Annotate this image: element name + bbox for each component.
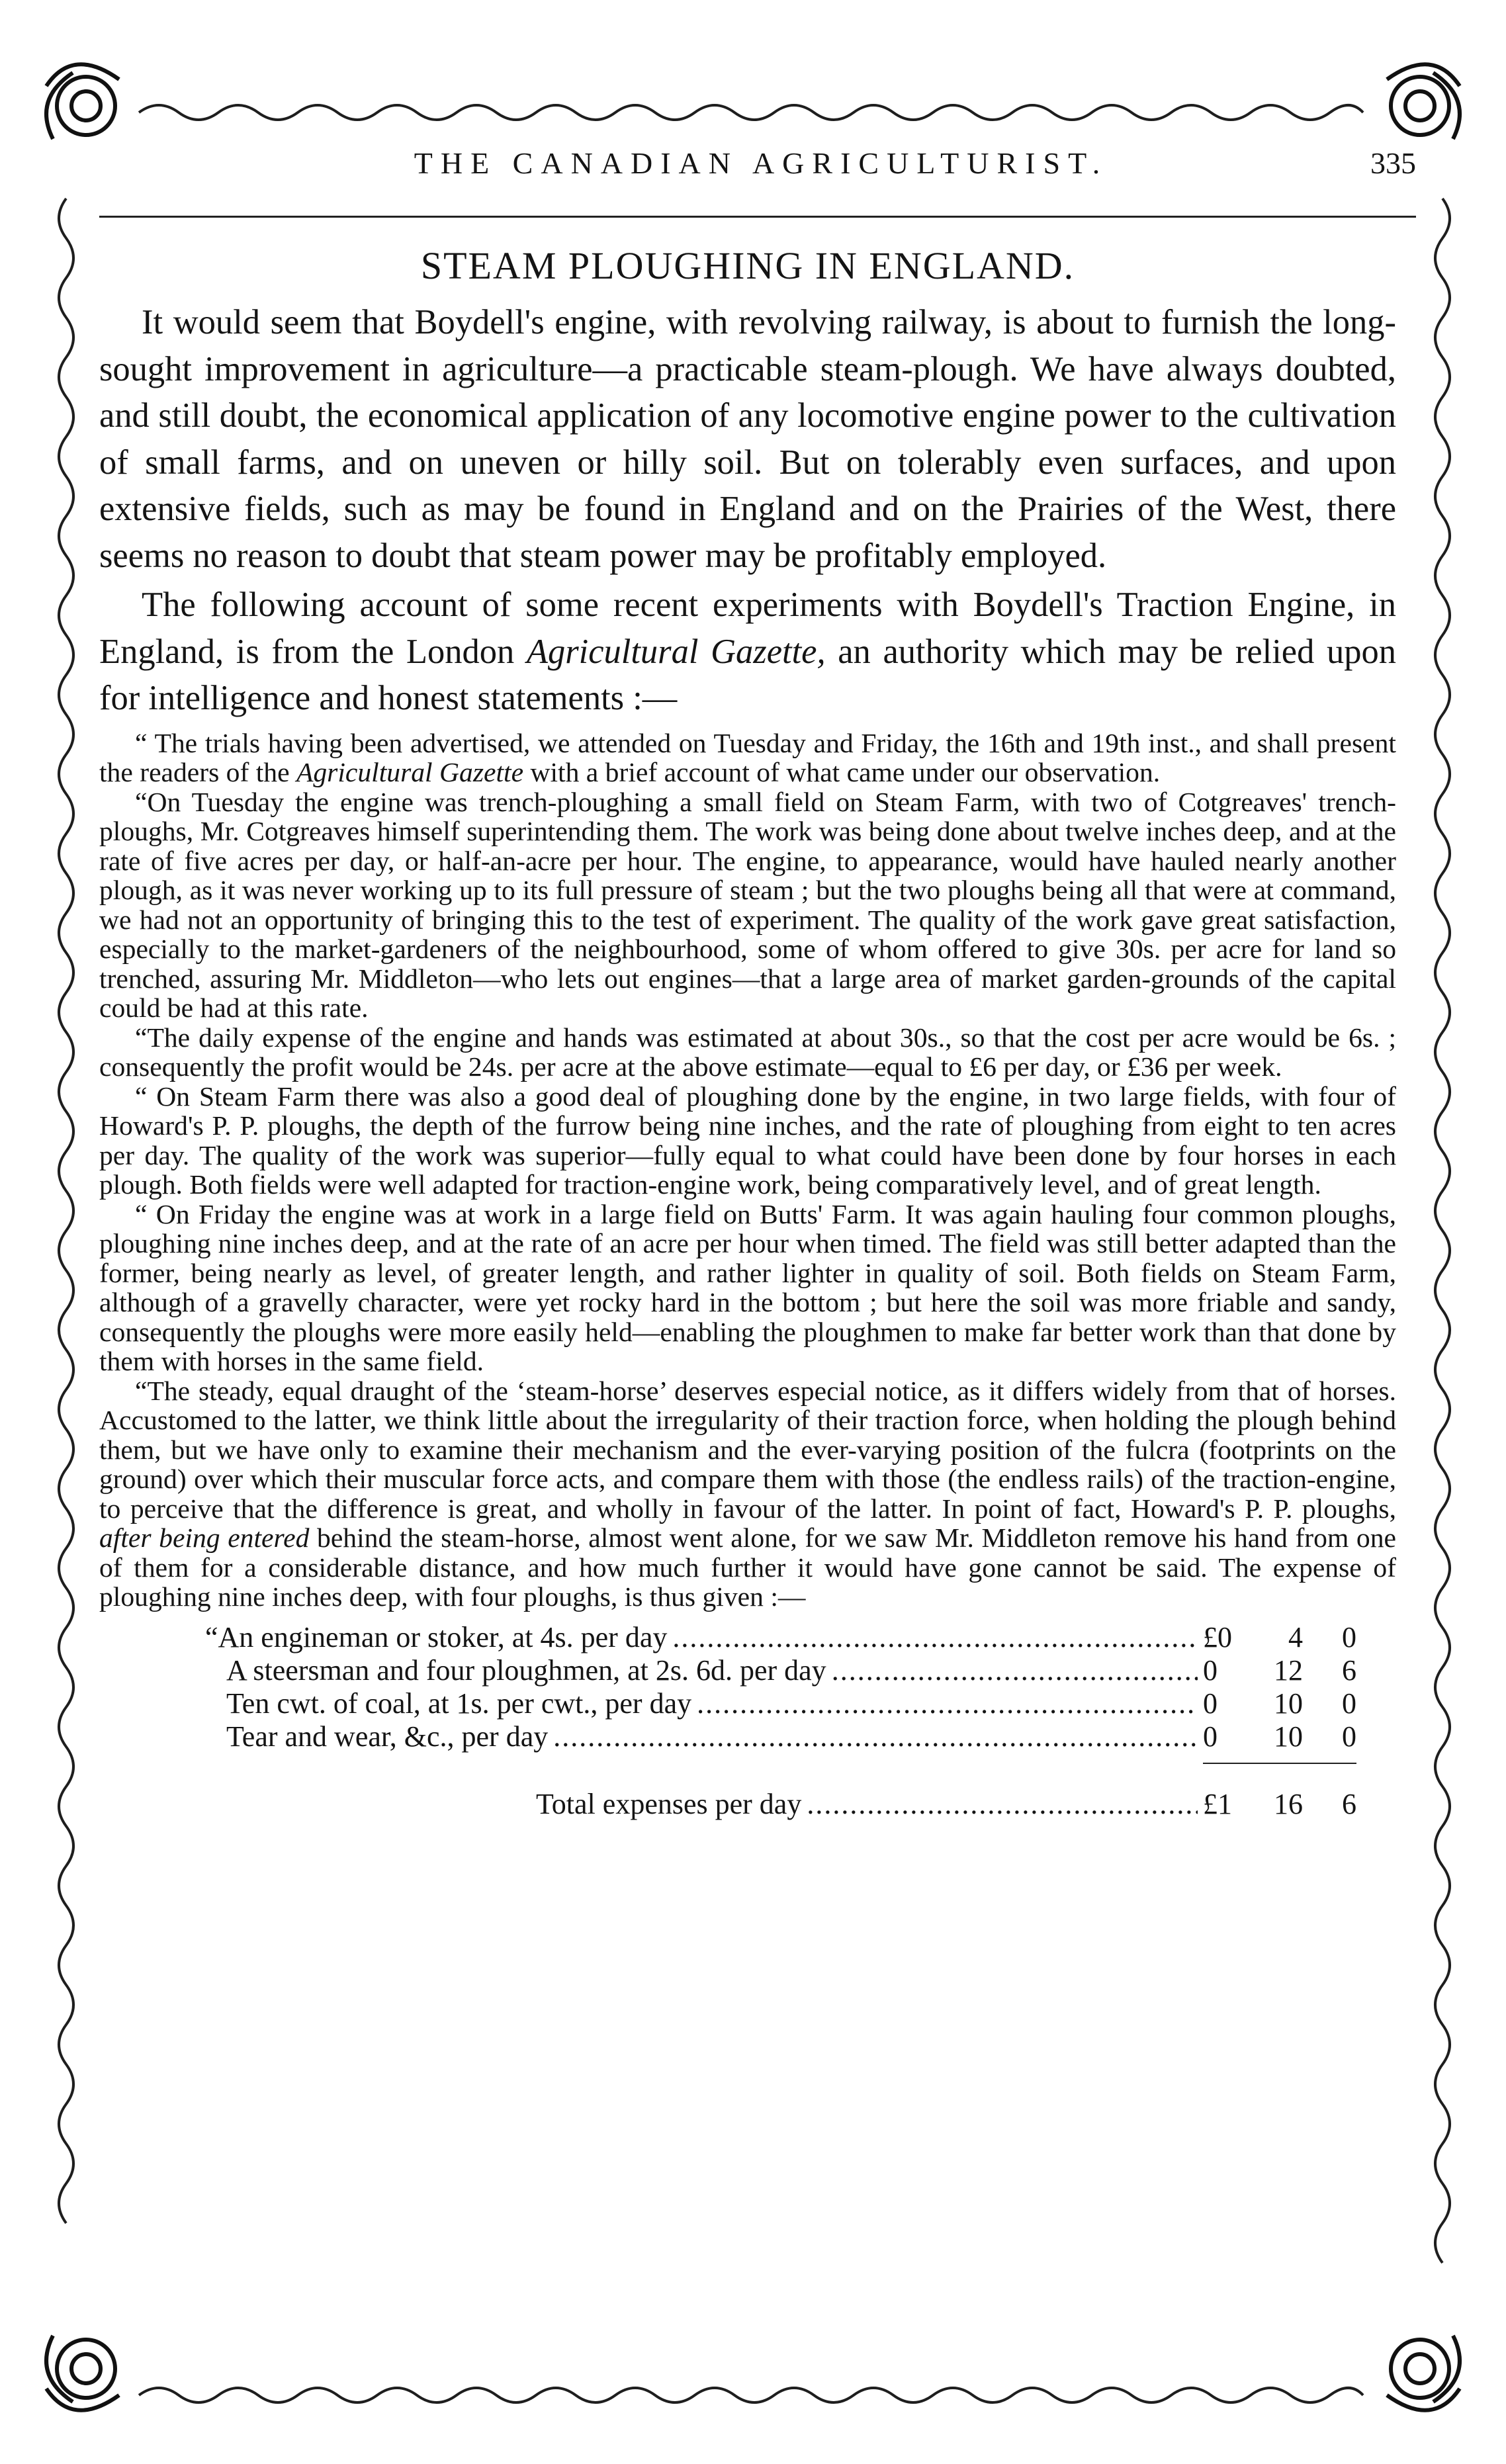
corner-ornament-top-right [1387,64,1460,139]
dot-leader [832,1654,1198,1687]
pence: 0 [1342,1687,1356,1720]
intro-paragraph [99,582,1396,722]
pounds: 0 [1203,1720,1218,1753]
expense-table [205,1621,1356,1821]
intro-paragraph: It would seem that Boydell's engine, with revolving railway, is about to furnish the long-sought improvement in agriculture—a practicable steam-plough. We have always doubted, and still doubt, the economical application of any locomotive engine power to the cultivation of small farms, and on uneven or hilly soil. But on tolerably even surfaces, and upon extensive fields, such as may be found in England and on the Prairies of the West, there seems no reason to doubt that steam power may be profitably employed. [99,303,1396,575]
dot-leader [553,1720,1198,1753]
total-description: Total expenses per day [536,1787,802,1820]
article [99,238,1396,1821]
right-wavy-rule [1435,198,1450,2263]
article-title: STEAM PLOUGHING IN ENGLAND. [420,244,1075,287]
total-row [205,1788,1356,1821]
bottom-wavy-rule [139,2388,1363,2402]
left-wavy-rule [59,198,73,2223]
expense-row [205,1687,1356,1720]
quote-last-text-after: behind the steam-horse, almost went alone, for we saw Mr. Middleton remove his hand from one of them for a considerable distance, and how much further it would have gone cannot be said. The expense of ploughing nine inches deep, with four ploughs, is thus given :— [99,1522,1396,1612]
dot-leader [697,1687,1198,1720]
page-number: 335 [1370,146,1416,180]
expense-row [205,1654,1356,1687]
shillings: 10 [1274,1687,1303,1720]
expense-amount [1203,1720,1356,1753]
running-header [99,140,1423,187]
pence: 6 [1342,1653,1356,1687]
top-wavy-rule [139,105,1363,120]
pence: 6 [1342,1787,1356,1820]
intro2-text-before: The following account of some recent experiments with Boydell's Traction Engine, in England, is from the London [99,586,1396,671]
shillings: 10 [1274,1720,1303,1753]
dot-leader [672,1621,1198,1654]
expense-row [205,1621,1356,1654]
corner-ornament-top-left [46,64,119,139]
quote-paragraph [99,728,1396,787]
dot-leader [807,1788,1198,1821]
pounds: £1 [1203,1787,1232,1820]
quote-last-italic: after being entered [99,1522,310,1553]
expense-amount [1203,1687,1356,1720]
quote-paragraph: “ On Steam Farm there was also a good deal of ploughing done by the engine, in two large fields, with four of Howard's P. P. ploughs, the depth of the furrow being nine inches, and the rate of ploughing from eight to ten acres per day. The quality of the work was superior—fully equal to what could have been done by four horses in each plough. Both fields were well adapted for traction-engine work, being comparatively level, and of great length. [99,1080,1396,1200]
corner-ornament-bottom-right [1387,2336,1460,2410]
pence: 0 [1342,1620,1356,1653]
pence: 0 [1342,1720,1356,1753]
pounds: £0 [1203,1620,1232,1653]
quote1-publication-title: Agricultural Gazette [296,757,524,787]
intro [99,299,1396,722]
shillings: 12 [1274,1653,1303,1687]
shillings: 4 [1288,1620,1303,1653]
intro2-publication-title: Agricultural Gazette, [526,632,826,671]
expense-row [205,1720,1356,1753]
expense-description: A steersman and four ploughmen, at 2s. 6d. per day [226,1653,826,1687]
expense-amount [1203,1621,1356,1654]
expense-description: “An engineman or stoker, at 4s. per day [205,1620,668,1653]
running-title: THE CANADIAN AGRICULTURIST. [414,146,1108,180]
expense-description: Ten cwt. of coal, at 1s. per cwt., per day [226,1687,692,1720]
corner-ornament-bottom-left [46,2336,119,2410]
total-rule [1203,1763,1356,1764]
expense-description: Tear and wear, &c., per day [226,1720,549,1753]
pounds: 0 [1203,1687,1218,1720]
header-rule [99,216,1416,218]
quote-paragraph: “On Tuesday the engine was trench-ploughing a small field on Steam Farm, with two of Cotgreaves' trench-ploughs, Mr. Cotgreaves himself superintending them. The work was being done about twelve inches deep, and at the rate of five acres per day, or half-an-acre per hour. The engine, to appearance, would have hauled nearly another plough, as it was never working up to its full pressure of steam ; but the two ploughs being all that were at command, we had not an opportunity of bringing this to the test of experiment. The quality of the work gave great satisfaction, especially to the market-gardeners of the neighbourhood, some of whom offered to give 30s. per acre for land so trenched, assuring Mr. Middleton—who lets out engines—that a large area of market garden-grounds of the capital could be had at this rate. [99,786,1396,1023]
quote-last-text-before: “The steady, equal draught of the ‘steam-horse’ deserves especial notice, as it differs widely from that of horses. Accustomed to the latter, we think little about the irregularity of their traction force, when holding the plough behind them, but we have only to examine their mechanism and the ever-varying position of the fulcra (footprints on the ground) over which their muscular force acts, and compare them with those (the endless rails) of the traction-engine, to perceive that the difference is great, and wholly in favour of the latter. In point of fact, Howard's P. P. ploughs, [99,1375,1396,1524]
quote-paragraph: “ On Friday the engine was at work in a large field on Butts' Farm. It was again hauling four common ploughs, ploughing nine inches deep, and at the rate of an acre per hour when timed. The field was still better adapted than the former, being nearly as level, of greater length, and rather lighter in quality of soil. Both fields on Steam Farm, although of a gravelly character, were yet rocky hard in the bottom ; but here the soil was more friable and sandy, consequently the ploughs were more easily held—enabling the ploughmen to make far better work than that done by them with horses in the same field. [99,1198,1396,1376]
quoted-account [99,728,1396,1612]
total-amount [1203,1788,1356,1821]
quote1-text-after: with a brief account of what came under our observation. [523,757,1161,787]
expense-amount [1203,1654,1356,1687]
quote-paragraph: “The daily expense of the engine and hands was estimated at about 30s., so that the cost per acre would be 6s. ; consequently the profit would be 24s. per acre at the above estimate—equal to £6 per day, or £36 per week. [99,1022,1396,1082]
quote1-text-before: “ The trials having been advertised, we attended on Tuesday and Friday, the 16th and 19th inst., and shall present the readers of the [99,727,1396,787]
intro2-text-after: an authority which may be relied upon for intelligence and honest statements :— [99,632,1397,717]
quote-paragraph [99,1376,1396,1612]
shillings: 16 [1274,1787,1303,1820]
pounds: 0 [1203,1653,1218,1687]
